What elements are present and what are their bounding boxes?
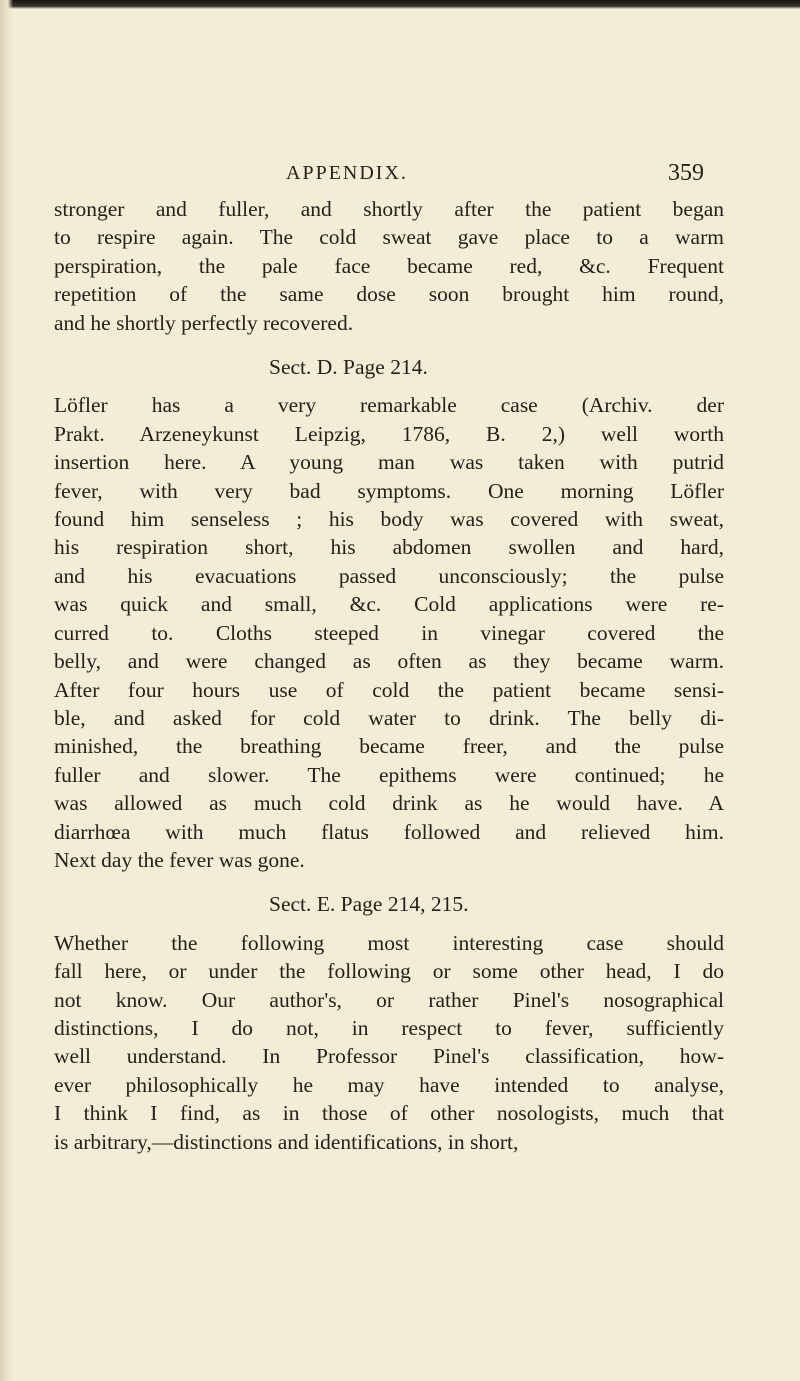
text-line: Prakt. Arzeneykunst Leipzig, 1786, B. 2,) well worth <box>54 421 724 446</box>
paragraph <box>54 391 724 874</box>
text-line: perspiration, the pale face became red, &c. Frequent <box>54 253 724 278</box>
text-line: fall here, or under the following or some other head, I do <box>54 959 724 984</box>
text-line: diarrhœa with much flatus followed and relieved him. <box>54 819 724 844</box>
text-line: fuller and slower. The epithems were continued; he <box>54 762 724 787</box>
text-line: well understand. In Professor Pinel's classification, how- <box>54 1044 724 1069</box>
text-line: fever, with very bad symptoms. One morning Löfler <box>54 478 724 503</box>
section-heading: Sect. D. Page 214. <box>269 355 428 380</box>
text-line: distinctions, I do not, in respect to fever, sufficiently <box>54 1015 724 1040</box>
text-line: ever philosophically he may have intended to analyse, <box>54 1072 724 1097</box>
text-line: I think I find, as in those of other nosologists, much that <box>54 1101 724 1126</box>
text-line: minished, the breathing became freer, and the pulse <box>54 734 724 759</box>
text-line: Next day the fever was gone. <box>54 847 305 872</box>
text-line: belly, and were changed as often as they became warm. <box>54 649 724 674</box>
text-line: is arbitrary,—distinctions and identifications, in short, <box>54 1129 519 1154</box>
paragraph <box>54 929 724 1156</box>
running-title: APPENDIX. <box>286 162 408 184</box>
page-top-edge-shadow <box>0 0 800 9</box>
text-line: curred to. Cloths steeped in vinegar covered the <box>54 620 724 645</box>
text-line: Whether the following most interesting case should <box>54 930 724 955</box>
section-heading: Sect. E. Page 214, 215. <box>269 892 469 917</box>
text-line: not know. Our author's, or rather Pinel's nosographical <box>54 987 724 1012</box>
text-line: to respire again. The cold sweat gave place to a warm <box>54 225 724 250</box>
text-line: his respiration short, his abdomen swollen and hard, <box>54 535 724 560</box>
text-line: insertion here. A young man was taken with putrid <box>54 450 724 475</box>
text-line: repetition of the same dose soon brought him round, <box>54 282 724 307</box>
text-line: Löfler has a very remarkable case (Archiv. der <box>54 393 724 418</box>
text-line: stronger and fuller, and shortly after the patient began <box>54 197 724 221</box>
paragraph <box>54 195 724 337</box>
page-binding-edge <box>0 0 13 1381</box>
text-line: and he shortly perfectly recovered. <box>54 310 354 335</box>
body-text <box>54 195 724 1156</box>
text-line: After four hours use of cold the patient became sensi- <box>54 677 724 702</box>
text-line: was quick and small, &c. Cold applications were re- <box>54 592 724 617</box>
text-line: found him senseless ; his body was covered with sweat, <box>54 507 724 532</box>
page-number: 359 <box>668 160 704 186</box>
text-line: was allowed as much cold drink as he would have. A <box>54 791 724 816</box>
page-header <box>0 160 800 190</box>
text-line: ble, and asked for cold water to drink. The belly di- <box>54 705 724 730</box>
text-line: and his evacuations passed unconsciously; the pulse <box>54 563 724 588</box>
